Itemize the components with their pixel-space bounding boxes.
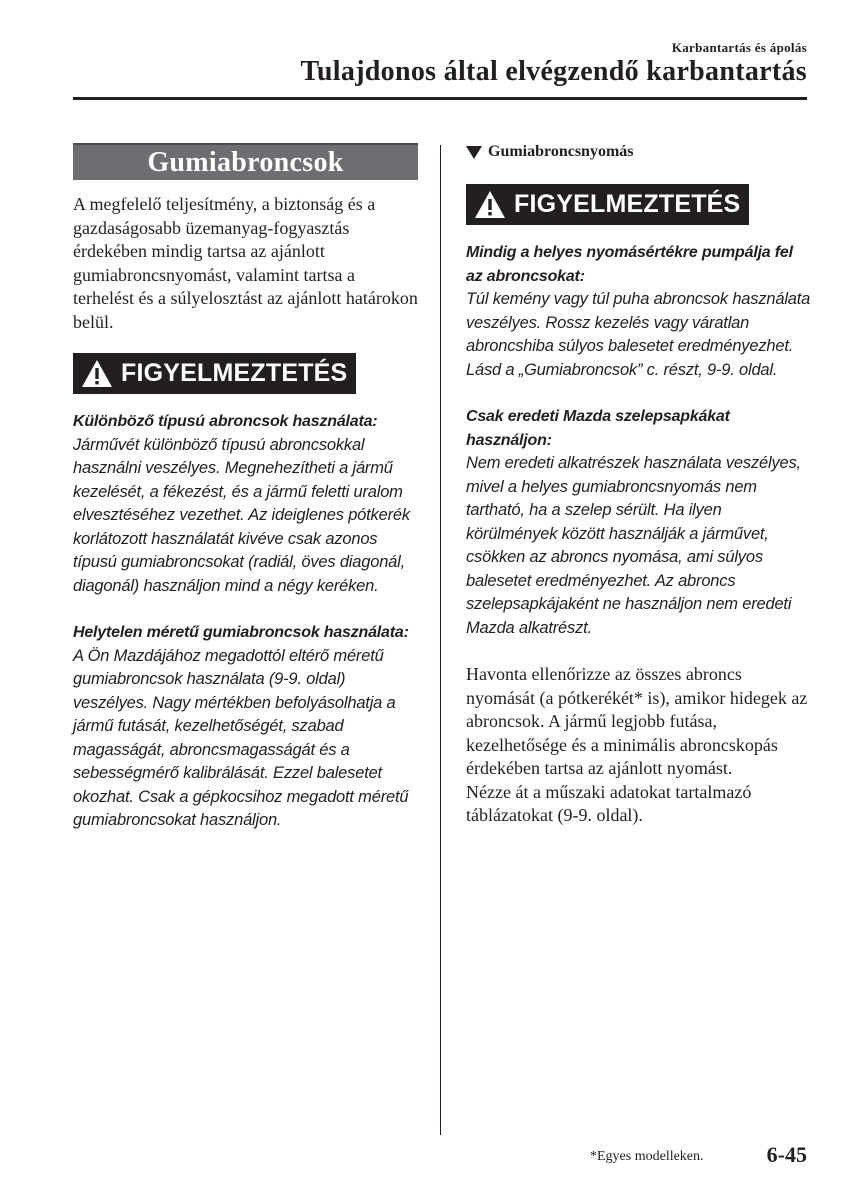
warning-heading: Különböző típusú abroncsok használata: <box>73 413 378 430</box>
left-column <box>73 143 418 833</box>
chapter-header: Karbantartás és ápolás <box>671 40 807 55</box>
warning-label: FIGYELMEZTETÉS <box>514 190 741 218</box>
page-number: 6-45 <box>766 1142 807 1167</box>
warning-badge <box>466 184 749 225</box>
warning-heading: Helytelen méretű gumiabroncsok használata: <box>73 624 409 641</box>
subsection-heading-text: Gumiabroncsnyomás <box>488 143 634 160</box>
warning-triangle-icon <box>474 190 506 219</box>
warning-triangle-icon <box>81 359 113 388</box>
column-divider <box>440 145 441 1135</box>
footnote: *Egyes modelleken. <box>590 1149 704 1164</box>
header-rule <box>73 97 807 100</box>
triangle-down-icon <box>466 146 482 159</box>
warning-text: Nem eredeti alkatrészek használata veszélyes, mivel a helyes gumiabroncsnyomás nem tartható, ha a szelep sérült. Ha ilyen körülmények között használják a járművet, csökken az abroncs nyomása, ami súlyos balesetet eredményezhet. Az abroncs szelepsapkájaként ne használjon nem eredeti Mazda alkatrészt. <box>466 454 801 637</box>
section-title-bar: Gumiabroncsok <box>73 143 418 180</box>
page-title: Tulajdonos által elvégzendő karbantartás <box>300 56 807 87</box>
warning-badge <box>73 353 356 394</box>
warning-heading: Mindig a helyes nyomásértékre pumpálja fel az abroncsokat: <box>466 244 793 285</box>
warning-label: FIGYELMEZTETÉS <box>121 359 348 387</box>
intro-paragraph: A megfelelő teljesítmény, a biztonság és a gazdaságosabb üzemanyag-fogyasztás érdekében mindig tartsa az ajánlott gumiabroncsnyomást, valamint tartsa a terhelést és a súlyelosztást az ajánlott határokon belül. <box>73 194 418 332</box>
warning-text: A Ön Mazdájához megadottól eltérő méretű gumiabroncsok használata (9-9. oldal) veszélyes. Nagy mértékben befolyásolhatja a jármű futását, kezelhetőségét, szabad magasságát, abroncsmagasságát és a sebességmérő kalibrálását. Ezzel balesetet okozhat. Csak a gépkocsihoz megadott méretű gumiabroncsokat használjon. <box>73 646 409 829</box>
warning-reference: Lásd a „Gumiabroncsok” c. részt, 9-9. oldal. <box>466 360 778 379</box>
body-paragraph: Nézze át a műszaki adatokat tartalmazó táblázatokat (9-9. oldal). <box>466 781 752 825</box>
body-paragraph: Havonta ellenőrizze az összes abroncs nyomását (a pótkerékét* is), amikor hidegek az abroncsok. A jármű legjobb futása, kezelhetősége és a minimális abroncskopás érdekében tartsa az ajánlott nyomást. <box>466 664 808 778</box>
warning-heading: Csak eredeti Mazda szelepsapkákat használjon: <box>466 408 730 449</box>
warning-text: Túl kemény vagy túl puha abroncsok használata veszélyes. Rossz kezelés vagy váratlan abroncshiba súlyos balesetet eredményezhet. <box>466 290 811 355</box>
right-column <box>466 143 811 828</box>
warning-text: Járművét különböző típusú abroncsokkal használni veszélyes. Megnehezítheti a jármű kezelését, a fékezést, és a jármű feletti uralom elvesztéséhez vezethet. Az ideiglenes pótkerék korlátozott használatát kivéve csak azonos típusú gumiabroncsokat (radiál, öves diagonál, diagonál) használjon mind a négy keréken. <box>73 435 410 595</box>
subsection-heading <box>466 143 811 161</box>
